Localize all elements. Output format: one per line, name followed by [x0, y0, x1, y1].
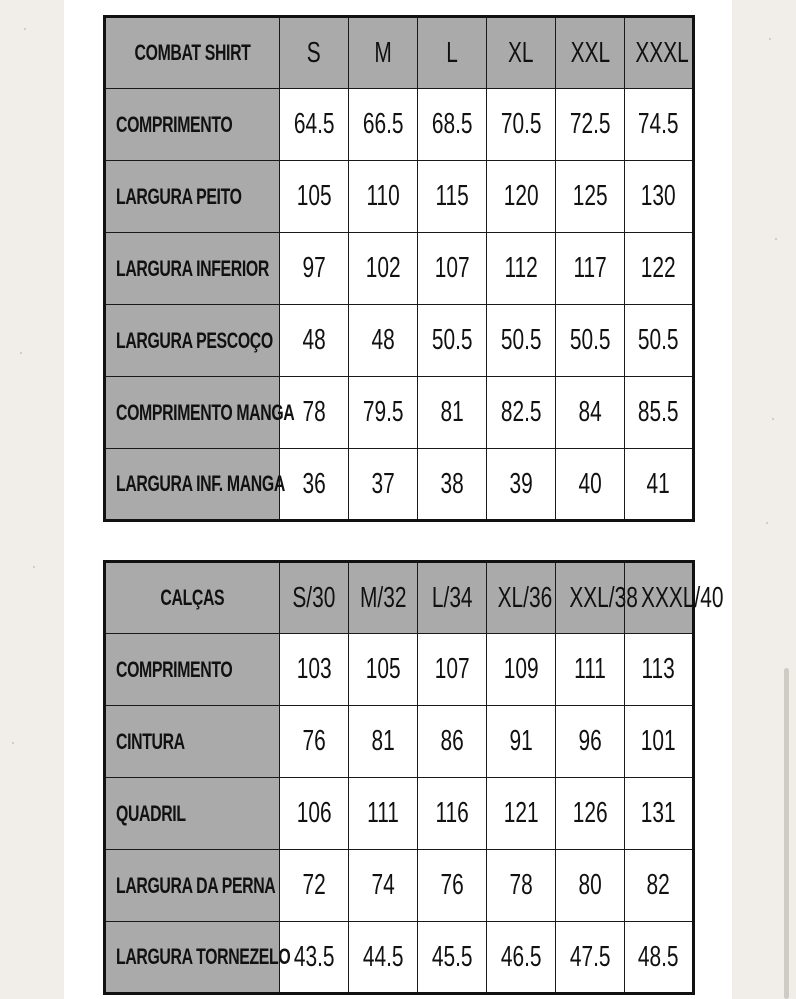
- background-speck: [33, 566, 35, 568]
- row-label: COMPRIMENTO: [116, 111, 233, 137]
- row-label-cell: [105, 305, 280, 377]
- measurement-value: 111: [367, 797, 399, 829]
- row-label-cell: [105, 377, 295, 449]
- value-cell: [556, 233, 625, 305]
- measurement-value: 105: [365, 653, 401, 685]
- measurement-value: 86: [440, 725, 464, 757]
- table-title-cell: [105, 17, 280, 89]
- measurement-value: 78: [509, 869, 533, 901]
- value-cell: [418, 449, 487, 521]
- row-label: LARGURA INFERIOR: [116, 255, 269, 281]
- row-label-cell: [105, 778, 280, 850]
- table-header-row: [105, 17, 694, 89]
- row-label: LARGURA TORNEZELO: [116, 944, 291, 969]
- value-cell: [349, 850, 418, 922]
- measurement-value: 72.5: [569, 108, 611, 140]
- row-label-cell: [105, 161, 280, 233]
- measurement-value: 64.5: [293, 108, 335, 140]
- table-row: [105, 449, 694, 521]
- pants-size-table: [103, 560, 724, 995]
- measurement-value: 48: [302, 324, 326, 356]
- table-row: [105, 922, 694, 994]
- value-cell: [418, 233, 487, 305]
- measurement-value: 44.5: [362, 940, 404, 973]
- measurement-value: 41: [646, 467, 671, 500]
- measurement-value: 40: [578, 467, 602, 500]
- value-cell: [418, 706, 487, 778]
- measurement-value: 121: [503, 797, 539, 829]
- combat-shirt-size-table: [103, 15, 695, 522]
- value-cell: [625, 778, 694, 850]
- measurement-value: 115: [435, 180, 469, 212]
- size-header: [418, 17, 487, 89]
- value-cell: [418, 305, 487, 377]
- measurement-value: 79.5: [362, 396, 404, 428]
- value-cell: [487, 89, 556, 161]
- size-label: M: [374, 36, 392, 69]
- value-cell: [487, 778, 556, 850]
- size-label: M/32: [359, 581, 407, 614]
- measurement-value: 48: [371, 324, 395, 356]
- background-speck: [775, 238, 777, 240]
- measurement-value: 50.5: [638, 324, 679, 356]
- value-cell: [625, 449, 694, 521]
- scrollbar-thumb[interactable]: [784, 668, 789, 999]
- value-cell: [625, 89, 694, 161]
- value-cell: [280, 161, 349, 233]
- size-label: S/30: [292, 581, 336, 614]
- measurement-value: 122: [641, 252, 676, 284]
- table-row: [105, 233, 694, 305]
- value-cell: [556, 850, 625, 922]
- value-cell: [487, 706, 556, 778]
- value-cell: [556, 377, 625, 449]
- value-cell: [418, 850, 487, 922]
- measurement-value: 82.5: [500, 396, 542, 428]
- row-label: COMPRIMENTO: [116, 656, 233, 682]
- table-row: [105, 161, 694, 233]
- value-cell: [349, 922, 418, 994]
- value-cell: [349, 449, 418, 521]
- table-title-cell: [105, 562, 280, 634]
- row-label: CINTURA: [116, 728, 185, 754]
- background-speck: [772, 418, 774, 420]
- value-cell: [625, 377, 694, 449]
- size-label: XXXL: [635, 36, 689, 69]
- measurement-value: 72: [302, 869, 326, 901]
- measurement-value: 50.5: [431, 324, 473, 356]
- measurement-value: 85.5: [638, 396, 679, 428]
- table-row: [105, 89, 694, 161]
- row-label: QUADRIL: [116, 800, 186, 826]
- measurement-value: 97: [302, 252, 326, 284]
- row-label: LARGURA PESCOÇO: [116, 327, 273, 353]
- measurement-value: 50.5: [500, 324, 542, 356]
- size-header: [349, 17, 418, 89]
- value-cell: [625, 233, 694, 305]
- measurement-value: 45.5: [431, 940, 473, 973]
- value-cell: [349, 377, 418, 449]
- measurement-value: 107: [434, 252, 470, 284]
- size-label: XXL/38: [569, 581, 638, 614]
- measurement-value: 106: [296, 797, 332, 829]
- background-speck: [24, 28, 26, 30]
- row-label: LARGURA DA PERNA: [116, 872, 276, 898]
- row-label-cell: [105, 89, 280, 161]
- measurement-value: 109: [503, 653, 539, 685]
- measurement-value: 116: [435, 797, 469, 829]
- value-cell: [418, 634, 487, 706]
- measurement-value: 46.5: [500, 940, 542, 973]
- measurement-value: 84: [578, 396, 602, 428]
- measurement-value: 37: [371, 467, 395, 500]
- value-cell: [280, 634, 349, 706]
- measurement-value: 111: [574, 653, 606, 685]
- value-cell: [418, 377, 487, 449]
- value-cell: [487, 922, 556, 994]
- value-cell: [418, 922, 487, 994]
- value-cell: [280, 778, 349, 850]
- size-label: XL/36: [497, 581, 553, 614]
- size-header: [487, 562, 556, 634]
- value-cell: [418, 778, 487, 850]
- measurement-value: 76: [302, 725, 326, 757]
- size-label: S: [307, 36, 321, 69]
- size-label: XXXL/40: [641, 581, 724, 614]
- value-cell: [418, 161, 487, 233]
- value-cell: [349, 161, 418, 233]
- measurement-value: 130: [641, 180, 676, 212]
- measurement-value: 50.5: [569, 324, 611, 356]
- row-label-cell: [105, 634, 280, 706]
- value-cell: [556, 89, 625, 161]
- value-cell: [487, 161, 556, 233]
- value-cell: [349, 634, 418, 706]
- value-cell: [556, 706, 625, 778]
- row-label-cell: [105, 706, 280, 778]
- measurement-value: 81: [371, 725, 395, 757]
- size-header: [556, 562, 638, 634]
- size-header: [349, 562, 418, 634]
- measurement-value: 131: [641, 797, 676, 829]
- background-speck: [20, 352, 22, 354]
- measurement-value: 43.5: [293, 940, 335, 973]
- measurement-value: 103: [296, 653, 332, 685]
- measurement-value: 102: [365, 252, 401, 284]
- background-speck: [769, 38, 771, 40]
- table-row: [105, 305, 694, 377]
- value-cell: [280, 89, 349, 161]
- value-cell: [625, 706, 694, 778]
- measurement-value: 105: [296, 180, 332, 212]
- value-cell: [487, 233, 556, 305]
- measurement-value: 117: [573, 252, 607, 284]
- value-cell: [556, 634, 625, 706]
- size-header: [625, 17, 694, 89]
- row-label-cell: [105, 233, 280, 305]
- value-cell: [625, 922, 694, 994]
- measurement-value: 36: [302, 467, 326, 500]
- measurement-value: 82: [646, 869, 671, 901]
- measurement-value: 78: [302, 396, 326, 428]
- measurement-value: 38: [440, 467, 464, 500]
- value-cell: [625, 850, 694, 922]
- measurement-value: 66.5: [362, 108, 404, 140]
- value-cell: [556, 922, 625, 994]
- value-cell: [487, 449, 556, 521]
- value-cell: [487, 305, 556, 377]
- row-label: LARGURA PEITO: [116, 183, 242, 209]
- table-row: [105, 706, 694, 778]
- table-title: CALÇAS: [160, 585, 225, 610]
- measurement-value: 113: [641, 653, 676, 685]
- row-label-cell: [105, 449, 285, 521]
- measurement-value: 110: [366, 180, 400, 212]
- table-title: COMBAT SHIRT: [134, 40, 251, 65]
- row-label-cell: [105, 850, 280, 922]
- measurement-value: 125: [572, 180, 608, 212]
- measurement-value: 47.5: [569, 940, 611, 973]
- value-cell: [556, 449, 625, 521]
- measurement-value: 96: [578, 725, 602, 757]
- background-speck: [766, 522, 768, 524]
- table-row: [105, 850, 694, 922]
- size-header: [280, 17, 349, 89]
- size-header: [418, 562, 487, 634]
- measurement-value: 48.5: [638, 940, 679, 973]
- row-label: LARGURA INF. MANGA: [116, 471, 285, 496]
- table-header-row: [105, 562, 694, 634]
- value-cell: [625, 161, 694, 233]
- value-cell: [625, 634, 694, 706]
- measurement-value: 107: [434, 653, 470, 685]
- value-cell: [487, 377, 556, 449]
- measurement-value: 76: [440, 869, 464, 901]
- value-cell: [349, 89, 418, 161]
- value-cell: [349, 778, 418, 850]
- background-speck: [12, 742, 14, 744]
- measurement-value: 126: [572, 797, 608, 829]
- measurement-value: 112: [504, 252, 538, 284]
- size-header: [556, 17, 625, 89]
- value-cell: [349, 305, 418, 377]
- measurement-value: 101: [641, 725, 676, 757]
- measurement-value: 39: [509, 467, 533, 500]
- size-label: XL: [508, 36, 534, 69]
- measurement-value: 74.5: [638, 108, 679, 140]
- table-row: [105, 778, 694, 850]
- value-cell: [556, 161, 625, 233]
- row-label: COMPRIMENTO MANGA: [116, 399, 295, 425]
- value-cell: [418, 89, 487, 161]
- size-label: L: [446, 36, 458, 69]
- measurement-value: 80: [578, 869, 602, 901]
- value-cell: [556, 778, 625, 850]
- value-cell: [349, 233, 418, 305]
- table-row: [105, 377, 694, 449]
- measurement-value: 91: [509, 725, 533, 757]
- value-cell: [280, 706, 349, 778]
- row-label-cell: [105, 922, 291, 994]
- value-cell: [556, 305, 625, 377]
- value-cell: [349, 706, 418, 778]
- table-row: [105, 634, 694, 706]
- measurement-value: 81: [440, 396, 464, 428]
- size-header: [487, 17, 556, 89]
- size-label: XXL: [570, 36, 610, 69]
- measurement-value: 70.5: [500, 108, 542, 140]
- value-cell: [487, 634, 556, 706]
- measurement-value: 120: [503, 180, 539, 212]
- measurement-value: 74: [371, 869, 395, 901]
- value-cell: [625, 305, 694, 377]
- measurement-value: 68.5: [431, 108, 473, 140]
- value-cell: [487, 850, 556, 922]
- size-header: [280, 562, 349, 634]
- size-label: L/34: [431, 581, 473, 614]
